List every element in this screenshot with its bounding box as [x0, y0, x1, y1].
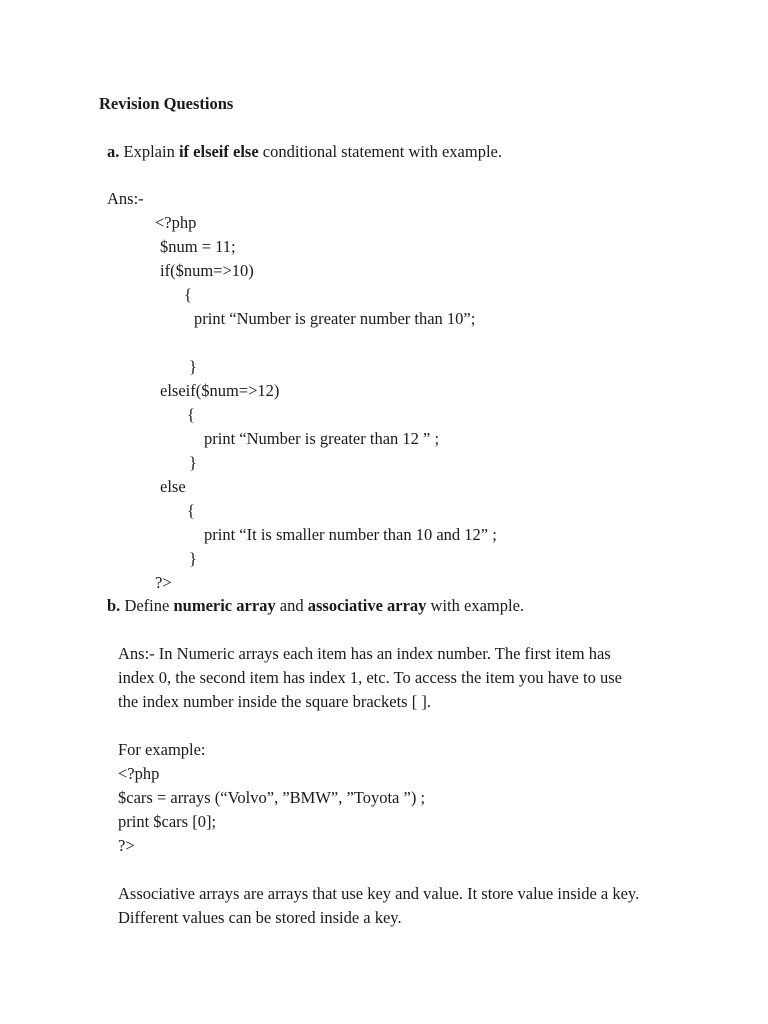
associative-line: Associative arrays are arrays that use key and value. It store value inside a key. [118, 884, 640, 903]
answer-a-label: Ans:- [107, 189, 144, 208]
code-line: ?> [155, 573, 172, 592]
answer-b-line: the index number inside the square brackets [ ]. [118, 692, 431, 711]
code-line: print “It is smaller number than 10 and 12” ; [204, 525, 497, 544]
code-line: <?php [155, 213, 197, 232]
code-line: { [187, 405, 195, 424]
code-line: $cars = arrays (“Volvo”, ”BMW”, ”Toyota ”) ; [118, 788, 426, 807]
code-line: if($num=>10) [160, 261, 254, 280]
code-line: else [160, 477, 186, 496]
answer-b-line: Ans:- In Numeric arrays each item has an index number. The first item has [118, 644, 611, 663]
code-line: ?> [118, 836, 135, 855]
example-label: For example: [118, 740, 206, 759]
document-heading: Revision Questions [99, 94, 234, 113]
associative-line: Different values can be stored inside a key. [118, 908, 402, 927]
code-line: print “Number is greater than 12 ” ; [204, 429, 440, 448]
question-a [107, 142, 502, 162]
code-line: { [184, 285, 192, 304]
question-a-bold: if elseif else [178, 142, 259, 161]
question-b-post: with example. [426, 596, 525, 615]
question-a-label: a. [107, 142, 120, 161]
code-line: $num = 11; [160, 237, 236, 256]
code-line: <?php [118, 764, 160, 783]
question-b-bold2: associative array [307, 596, 427, 615]
question-b-mid: and [275, 596, 308, 615]
question-a-post: conditional statement with example. [258, 142, 502, 161]
code-line: } [189, 357, 197, 376]
question-a-pre: Explain [123, 142, 179, 161]
code-line: } [189, 549, 197, 568]
code-line: { [187, 501, 195, 520]
code-line: print “Number is greater number than 10”; [194, 309, 476, 328]
code-line: } [189, 453, 197, 472]
code-line: elseif($num=>12) [160, 381, 280, 400]
question-b-label: b. [107, 596, 121, 615]
code-line: print $cars [0]; [118, 812, 217, 831]
question-b-bold1: numeric array [173, 596, 276, 615]
question-b [107, 596, 524, 616]
question-b-pre: Define [124, 596, 174, 615]
answer-b-line: index 0, the second item has index 1, etc. To access the item you have to use [118, 668, 622, 687]
